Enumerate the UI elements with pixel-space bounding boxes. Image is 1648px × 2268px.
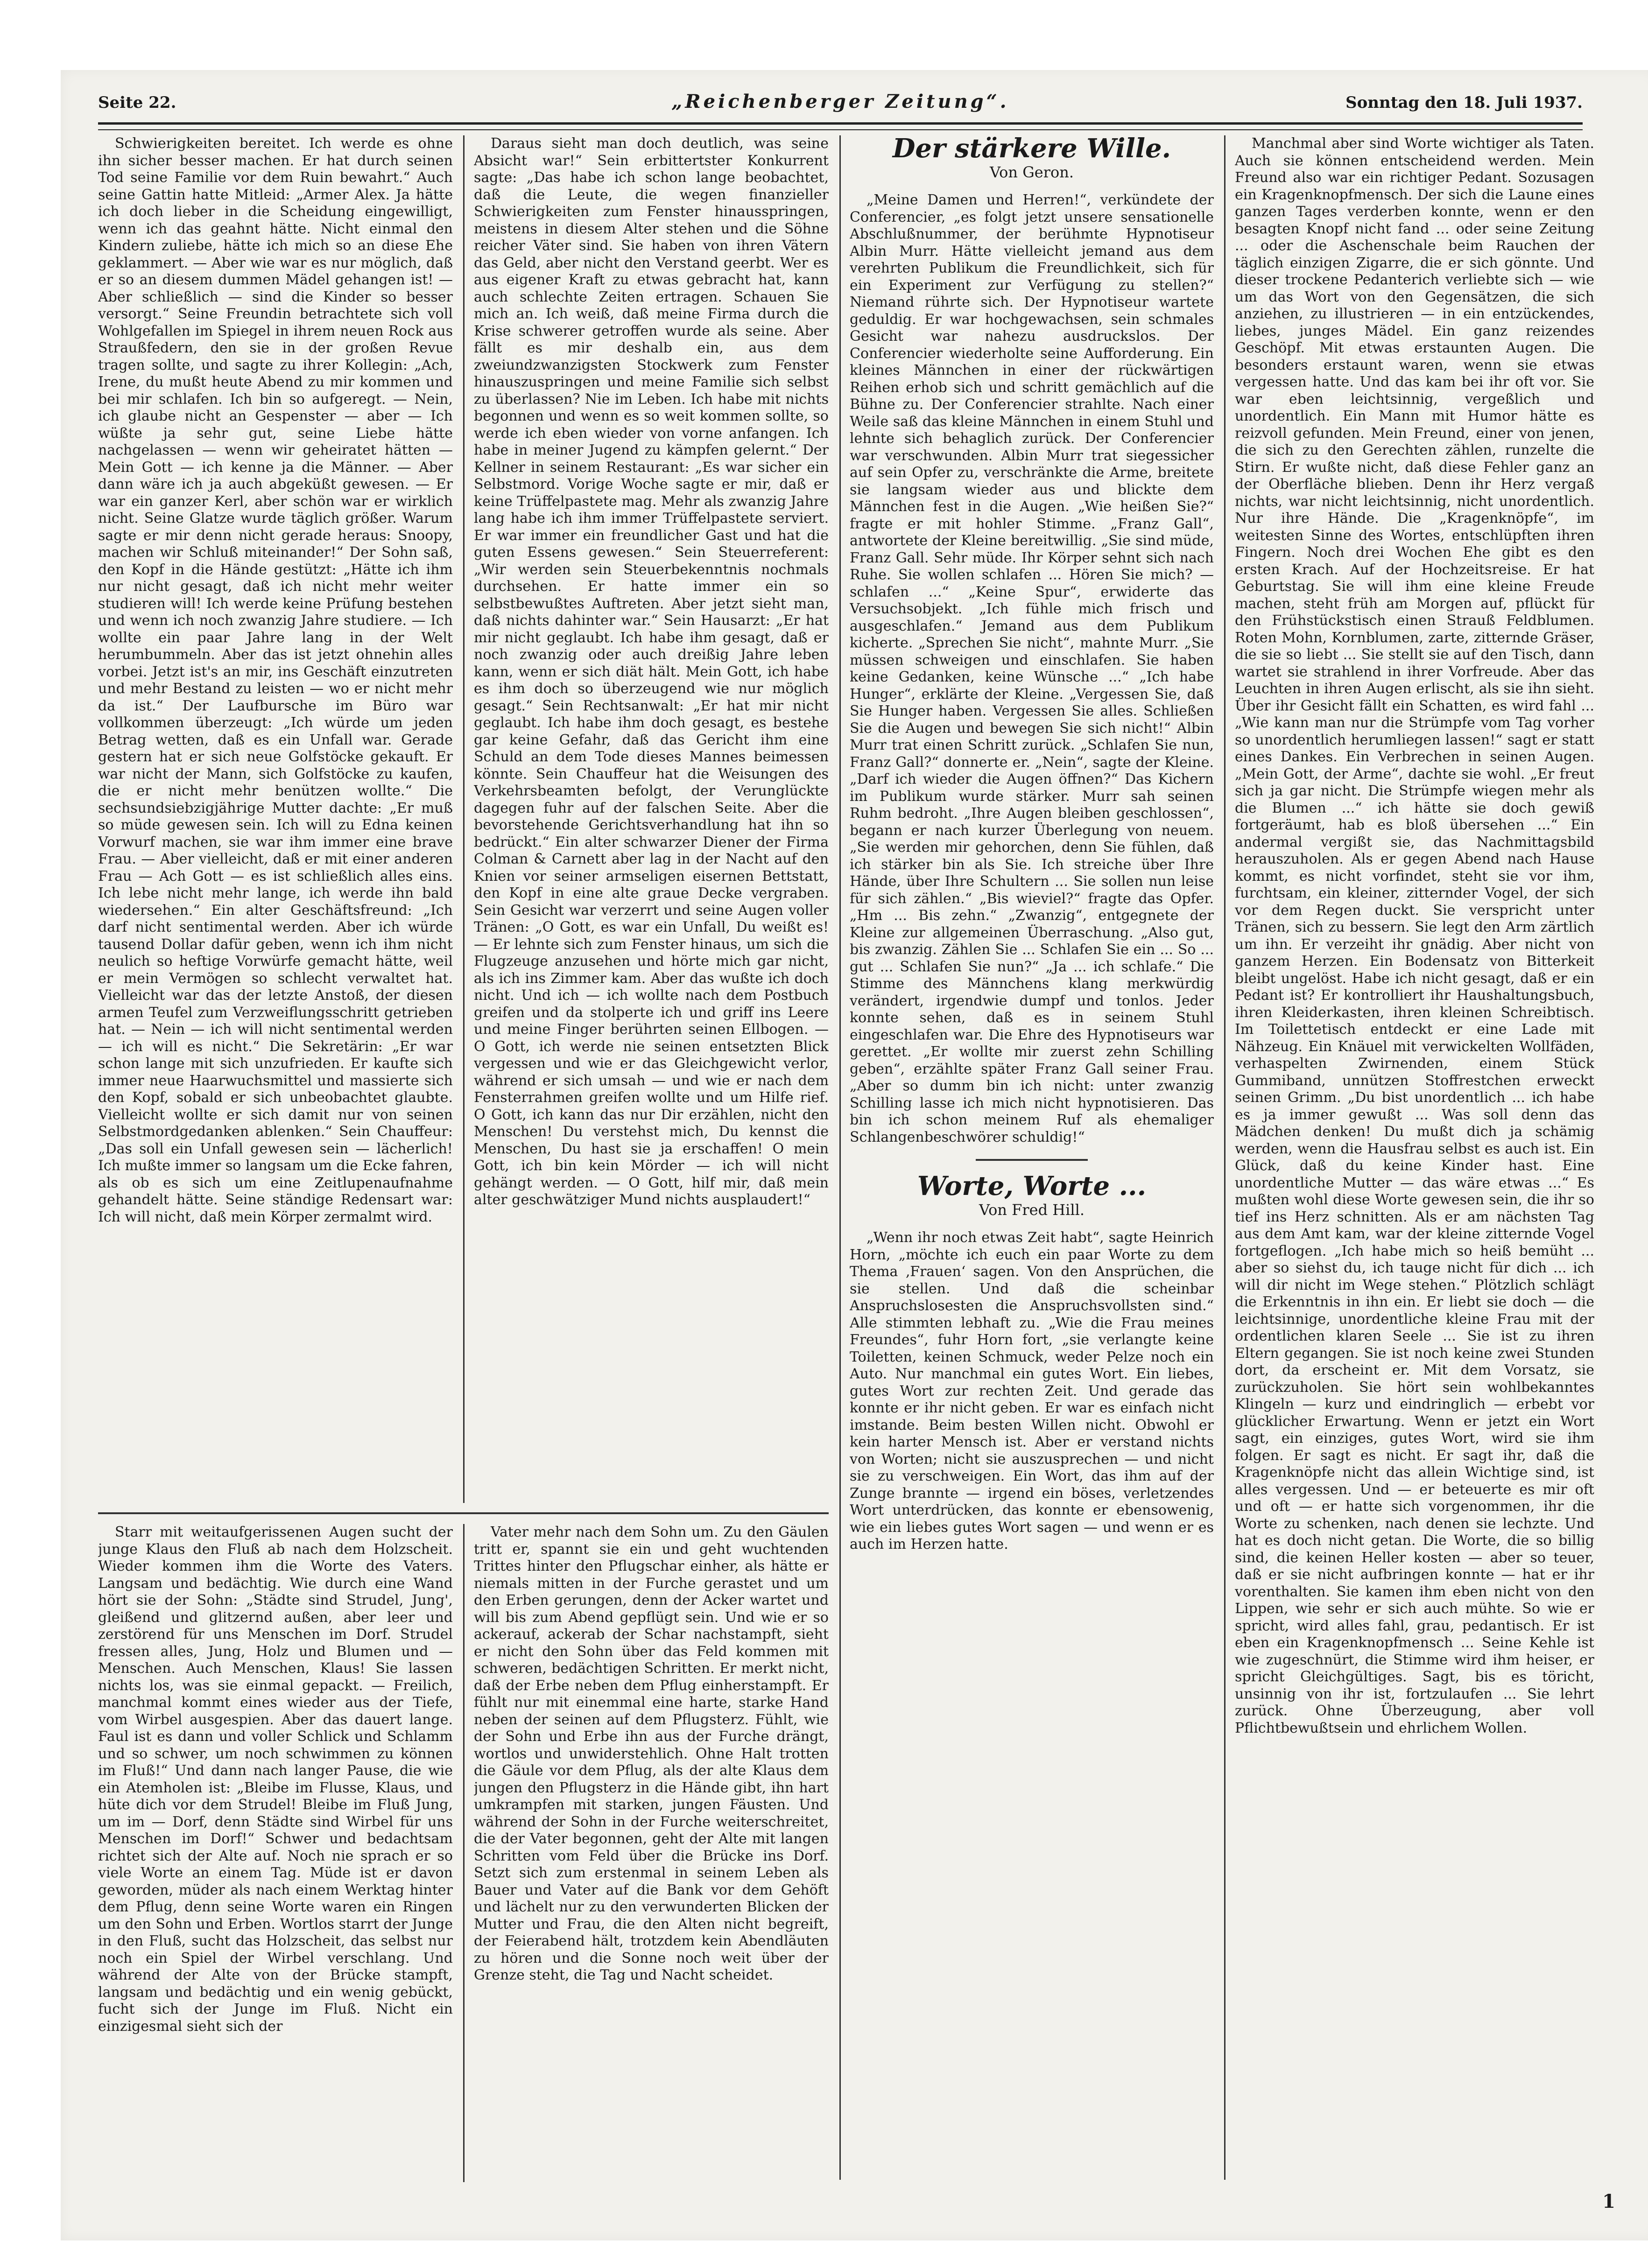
masthead-rule: [98, 122, 1583, 130]
column-1-article-continuation: [98, 135, 453, 1503]
story-text: „Meine Damen und Herren!“, verkündete der Conferencier, „es folgt jetzt unsere sensationelle Abschlußnummer, der berühmte Hypnotiseur Albin Murr. Hätte vielleicht jemand aus dem verehrten Publikum die Freundlichkeit, sich für ein Experiment zur Verfügung zu stellen?“ Niemand rührte sich. Der Hypnotiseur wartete geduldig. Er war hochgewachsen, sein schmales Gesicht war nahezu ausdruckslos. Der Conferencier wiederholte seine Aufforderung. Ein kleines Männchen in einer der rückwärtigen Reihen erhob sich und schritt gemächlich auf die Bühne zu. Der Conferencier strahlte. Nach einer Weile saß das kleine Männchen in einem Stuhl und lehnte sich behaglich zurück. Der Conferencier war verschwunden. Albin Murr trat siegessicher auf sein Opfer zu, verschränkte die Arme, breitete sie langsam wieder aus und blickte dem Männchen fest in die Augen. „Wie heißen Sie?“ fragte er mit hohler Stimme. „Franz Gall“, antwortete der Kleine bereitwillig. „Sie sind müde, Franz Gall. Sehr müde. Ihr Körper sehnt sich nach Ruhe. Sie wollen schlafen ... Hören Sie mich? — schlafen ...“ „Keine Spur“, erwiderte das Versuchsobjekt. „Ich fühle mich frisch und ausgeschlafen.“ Jemand aus dem Publikum kicherte. „Sprechen Sie nicht“, mahnte Murr. „Sie müssen schweigen und einschlafen. Sie haben keine Gedanken, keine Wünsche ...“ „Ich habe Hunger“, erklärte der Kleine. „Vergessen Sie, daß Sie Hunger haben. Vergessen Sie alles. Schließen Sie die Augen und bewegen Sie sich nicht!“ Albin Murr trat einen Schritt zurück. „Schlafen Sie nun, Franz Gall?“ donnerte er. „Nein“, sagte der Kleine. „Darf ich wieder die Augen öffnen?“ Das Kichern im Publikum wurde stärker. Murr sah seinen Ruhm bedroht. „Ihre Augen bleiben geschlossen“, begann er nach kurzer Überlegung von neuem. „Sie werden mir gehorchen, denn Sie fühlen, daß ich stärker bin als Sie. Ich streiche über Ihre Hände, über Ihre Schultern ... Sie sollen nun leise für sich zählen.“ „Bis wieviel?“ fragte das Opfer. „Hm ... Bis zehn.“ „Zwanzig“, entgegnete der Kleine zur allgemeinen Überraschung. „Also gut, bis zwanzig. Zählen Sie ... Schlafen Sie ein ... So ... gut ... Schlafen Sie nun?“ „Ja ... ich schlafe.“ Die Stimme des Männchens klang merkwürdig verändert, irgendwie dumpf und tonlos. Jeder konnte sehen, daß es in seinem Stuhl eingeschlafen war. Die Ehre des Hypnotiseurs war gerettet. „Er wollte mir zuerst zehn Schilling geben“, erzählte später Franz Gall seiner Frau. „Aber so dumm bin ich nicht: unter zwanzig Schilling lasse ich mich nicht hypnotisieren. Das bin ich schon meinem Ruf als ehemaliger Schlangenbeschwörer schuldig!“: [850, 192, 1214, 1145]
page-mark: 1: [1602, 2191, 1615, 2212]
column-3: [850, 135, 1214, 2180]
story-byline-2: Von Fred Hill.: [979, 1201, 1085, 1219]
story-headline-2: Worte, Worte ...: [917, 1171, 1147, 1201]
newspaper-name: „Reichenberger Zeitung“.: [671, 91, 1009, 112]
story-headline: Der stärkere Wille.: [892, 135, 1171, 164]
story-text-2: „Wenn ihr noch etwas Zeit habt“, sagte Heinrich Horn, „möchte ich euch ein paar Worte zu dem Thema ‚Frauen‘ sagen. Von den Ansprüchen, die sie stellen. Und daß die scheinbar Anspruchslosesten die Anspruchsvollsten sind.“ Alle stimmten lebhaft zu. „Wie die Frau meines Freundes“, fuhr Horn fort, „sie verlangte keine Toiletten, keinen Schmuck, weder Pelze noch ein Auto. Nur manchmal ein gutes Wort. Ein liebes, gutes Wort zur rechten Zeit. Und gerade das konnte er ihr nicht geben. Er war es einfach nicht imstande. Beim besten Willen nicht. Obwohl er kein harter Mensch ist. Aber er verstand nichts von Worten; nicht sie auszusprechen — und nicht sie zu verschweigen. Ein Wort, das ihm auf der Zunge brannte — irgend ein böses, verletzendes Wort unterdrücken, das konnte er ebensowenig, wie ein liebes gutes Wort sagen — und wenn er es auch im Herzen hatte.: [850, 1229, 1214, 1552]
column-4-text: Manchmal aber sind Worte wichtiger als Taten. Auch sie können entscheidend werden. Mein Freund also war ein richtiger Pedant. Sozusagen ein Kragenknopfmensch. Der sich die Laune eines ganzen Tages verderben konnte, wenn er den besagten Knopf nicht fand ... oder seine Zeitung ... oder die Aschenschale beim Rauchen der täglich einzigen Zigarre, die er sich gönnte. Und dieser trockene Pedanterich verliebte sich — wie um das Wort von den Gegensätzen, die sich anziehen, zu illustrieren — in ein entzückendes, liebes, junges Mädel. Ein ganz reizendes Geschöpf. Mit etwas erstaunten Augen. Die besonders erstaunt waren, wenn sie etwas vergessen hatte. Und das kam bei ihr oft vor. Sie war eben leichtsinnig, vergeßlich und unordentlich. Ein Mann mit Humor hätte es reizvoll gefunden. Mein Freund, einer von jenen, die sich zu den Gerechten zählen, runzelte die Stirn. Er wußte nicht, daß diese Fehler ganz an der Oberfläche blieben. Denn ihr Herz vergaß nichts, war nicht leichtsinnig, nicht unordentlich. Nur ihre Hände. Die „Kragenknöpfe“, im weitesten Sinne des Wortes, entschlüpften ihren Fingern. Noch drei Wochen Ehe gibt es den ersten Krach. Auf der Hochzeitsreise. Er hat Geburtstag. Sie will ihm eine kleine Freude machen, steht früh am Morgen auf, pflückt für den Frühstückstisch einen Strauß Feldblumen. Roten Mohn, Kornblumen, zarte, zitternde Gräser, die sie so liebt ... Sie stellt sie auf den Tisch, dann wartet sie strahlend in ihrer Vorfreude. Aber das Leuchten in ihren Augen erlischt, als sie ihn sieht. Über ihr Gesicht fällt ein Schatten, es wird fahl ... „Wie kann man nur die Strümpfe vom Tag vorher so unordentlich herumliegen lassen!“ sagt er statt eines Dankes. Ein Verbrechen in seinen Augen. „Mein Gott, der Arme“, dachte sie wohl. „Er freut sich ja gar nicht. Die Strümpfe wiegen mehr als die Blumen ...“ ich hätte sie doch gewiß fortgeräumt, hab es bloß übersehen ...“ Ein andermal vergißt sie, das Nachmittagsbild herauszuholen. Als er gegen Abend nach Hause kommt, es nicht vorfindet, steht sie vor ihm, furchtsam, ein kleiner, zitternder Vogel, der sich vor dem Regen duckt. Sie verspricht unter Tränen, sich zu bessern. Sie legt den Arm zärtlich um ihn. Er verzeiht ihr gnädig. Aber nicht von ganzem Herzen. Ein Bodensatz von Bitterkeit bleibt ungelöst. Habe ich nicht gesagt, daß er ein Pedant ist? Er kontrolliert ihr Haushaltungsbuch, ihren Kleiderkasten, ihren kleinen Schreibtisch. Im Toilettetisch entdeckt er eine Lade mit Nähzeug. Ein Knäuel mit verwickelten Wollfäden, verhaspelten Zwirnenden, einem Stück Gummiband, unnützen Stoffrestchen erweckt seinen Grimm. „Du bist unordentlich ... ich habe es ja immer gewußt ... Was soll denn das Mädchen denken! Du mußt dich ja schämig werden, wenn die Hausfrau selbst es auch ist. Ein Glück, daß du keine Kinder hast. Eine unordentliche Mutter — das wäre etwas ...“ Es mußten wohl diese Worte gewesen sein, die ihr so tief ins Herz schnitten. Als er am nächsten Tag aus dem Amt kam, war der kleine zitternde Vogel fortgeflogen. „Ich habe mich so heiß bemüht ... aber so siehst du, ich tauge nicht für dich ... ich will dir nicht im Wege stehen.“ Plötzlich schlägt die Erkenntnis in ihn ein. Er liebt sie doch — die leichtsinnige, unordentliche kleine Frau mit der ordentlichen klaren Seele ... Sie ist zu ihren Eltern gegangen. Sie ist noch keine zwei Stunden dort, da erscheint er. Mit dem Vorsatz, sie zurückzuholen. Sie hört sein wohlbekanntes Klingeln — kurz und eindringlich — erbebt vor glücklicher Erwartung. Wenn er jetzt ein Wort sagt, ein einziges, gutes Wort, wird sie ihm folgen. Er sagt es nicht. Er sagt ihr, daß die Kragenknöpfe nicht das allein Wichtige sind, ist alles vergessen. Und — er beteuerte es mir oft und oft — er hatte sich vorgenommen, ihr die Worte zu schenken, nach denen sie lechzte. Und hat es doch nicht getan. Die Worte, die so billig sind, die keinen Heller kosten — aber so teuer, daß er sie nicht aufbringen konnte — hat er ihr vorenthalten. Sie kamen ihm eben nicht von den Lippen, wie sehr er sich auch mühte. So wie er spricht, wird alles fahl, grau, pedantisch. Er ist eben ein Kragenknopfmensch ... Seine Kehle ist wie zugeschnürt, die Stimme wird ihm heiser, er spricht Gleichgültiges. Sagt, bis es töricht, unsinnig von ihr ist, fortzulaufen ... Sie lehrt zurück. Ohne Überzeugung, aber voll Pflichtbewußtsein und ehrlichem Wollen.: [1235, 135, 1594, 1736]
masthead: [98, 89, 1583, 121]
column-2-article-continuation: [474, 135, 829, 1503]
column-rule: [1224, 135, 1225, 2180]
column-1-text: Schwierigkeiten bereitet. Ich werde es ohne ihn sicher besser machen. Er hat durch seinen Tod seine Familie vor dem Ruin bewahrt.“ Auch seine Gattin hatte Mitleid: „Armer Alex. Ja hätte ich doch lieber in die Scheidung eingewilligt, wenn ich das geahnt hätte. Nicht einmal den Kindern zuliebe, hätte ich mich so an diese Ehe geklammert. — Aber wie war es nur möglich, daß er so an diesem dummen Mädel gehangen ist! — Aber schließlich — sind die Kinder so besser versorgt.“ Seine Freundin betrachtete sich voll Wohlgefallen im Spiegel in ihrem neuen Rock aus Straußfedern, den sie in der großen Revue tragen sollte, und sagte zu ihrer Kollegin: „Ach, Irene, du mußt heute Abend zu mir kommen und bei mir schlafen. Ich bin so aufgeregt. — Nein, ich glaube nicht an Gespenster — aber — Ich wüßte ja sehr gut, seine Liebe hätte nachgelassen — wenn wir geheiratet hätten — Mein Gott — ich kenne ja die Männer. — Aber dann wäre ich ja auch abgeküßt gewesen. — Er war ein ganzer Kerl, aber schön war er wirklich nicht. Seine Glatze wurde täglich größer. Warum sagte er mir denn nicht gerade heraus: Snoopy, machen wir Schluß miteinander!“ Der Sohn saß, den Kopf in die Hände gestützt: „Hätte ich ihm nur nicht gesagt, daß ich nicht mehr weiter studieren will! Ich werde keine Prüfung bestehen und wenn ich noch zwanzig Jahre studiere. — Ich wollte ein paar Jahre lang in der Welt herumbummeln. Aber das ist jetzt ohnehin alles vorbei. Jetzt ist's an mir, ins Geschäft einzutreten und mehr Bestand zu leisten — wo er nicht mehr da ist.“ Der Laufbursche im Büro war vollkommen überzeugt: „Ich würde um jeden Betrag wetten, daß es ein Unfall war. Gerade gestern hat er sich neue Golfstöcke gekauft. Er war nicht der Mann, sich Golfstöcke zu kaufen, die er nicht mehr benützen wollte.“ Die sechsundsiebzigjährige Mutter dachte: „Er muß so müde gewesen sein. Ich will zu Edna keinen Vorwurf machen, sie war ihm immer eine brave Frau. — Aber vielleicht, daß er mit einer anderen Frau — Ach Gott — es ist schließlich alles eins. Ich lebe nicht mehr lange, ich werde ihn bald wiedersehen.“ Ein alter Geschäftsfreund: „Ich darf nicht sentimental werden. Aber ich würde tausend Dollar dafür geben, wenn ich ihm nicht neulich so heftige Vorwürfe gemacht hätte, weil er mein Vermögen so schlecht verwaltet hat. Vielleicht war das der letzte Anstoß, der diesen armen Teufel zum Verzweiflungsschritt getrieben hat. — Nein — ich will nicht sentimental werden — ich will es nicht.“ Die Sekretärin: „Er war schon lange mit sich unzufrieden. Er kaufte sich immer neue Haarwuchsmittel und massierte sich den Kopf, sobald er sich unbeobachtet glaubte. Vielleicht wollte er sich damit nur von seinen Selbstmordgedanken ablenken.“ Sein Chauffeur: „Das soll ein Unfall gewesen sein — lächerlich! Ich mußte immer so langsam um die Ecke fahren, als ob es sich um eine Zeitlupenaufnahme gehandelt hätte. Seine ständige Redensart war: Ich will nicht, daß mein Körper zermalmt wird.: [98, 135, 453, 1225]
column-rule: [463, 1524, 465, 2182]
page-label: Seite 22.: [98, 93, 176, 112]
newspaper-page: [61, 70, 1648, 2240]
section-rule: [98, 1512, 829, 1514]
lower-right-text-block: [474, 1524, 829, 2182]
story-byline: Von Geron.: [989, 163, 1074, 181]
lower-left-text: Starr mit weitaufgerissenen Augen sucht der junge Klaus den Fluß ab nach dem Holzscheit. Wieder kommen ihm die Worte des Vaters. Langsam und bedächtig. Wie durch eine Wand hört sie der Sohn: „Städte sind Strudel, Jung', gleißend und glitzernd außen, aber leer und zerstörend für uns Menschen im Dorf. Strudel fressen alles, Jung, Holz und Blumen und — Menschen. Auch Menschen, Klaus! Sie lassen nichts los, was sie einmal gepackt. — Freilich, manchmal kommt eines wieder aus der Tiefe, vom Wirbel ausgespien. Aber das dauert lange. Faul ist es dann und voller Schlick und Schlamm und so schwer, um noch schwimmen zu können im Fluß!“ Und dann nach langer Pause, die wie ein Atemholen ist: „Bleibe im Flusse, Klaus, und hüte dich vor dem Strudel! Bleibe im Fluß Jung, um im — Dorf, denn Städte sind Wirbel für uns Menschen im Dorf!“ Schwer und bedachtsam richtet sich der Alte auf. Noch nie sprach er so viele Worte an einem Tag. Müde ist er davon geworden, müder als nach einem Werktag hinter dem Pflug, denn seine Worte waren ein Ringen um den Sohn und Erben. Wortlos starrt der Junge in den Fluß, sucht das Holzscheit, das selbst nur noch ein Spiel der Wirbel verschlang. Und während der Alte von der Brücke stampft, langsam und bedächtig und ein wenig gebückt, fucht sich der Junge im Fluß. Nicht ein einzigesmal sieht sich der: [98, 1524, 453, 2035]
column-4: [1235, 135, 1594, 2180]
lower-right-text: Vater mehr nach dem Sohn um. Zu den Gäulen tritt er, spannt sie ein und geht wuchtenden Trittes hinter den Pflugschar einher, als hätte er niemals mitten in der Furche gerastet und um den Erben gerungen, denn der Acker wartet und will bis zum Abend gepflügt sein. Und wie er so ackerauf, ackerab der Schar nachstampft, sieht er nicht den Sohn über das Feld kommen mit schweren, bedächtigen Schritten. Er merkt nicht, daß der Erbe neben dem Pflug einherstampft. Er fühlt nur mit einemmal eine harte, starke Hand neben der seinen auf dem Pflugsterz. Fühlt, wie der Sohn und Erbe ihn aus der Furche drängt, wortlos und unwiderstehlich. Ohne Halt trotten die Gäule vor dem Pflug, als der alte Klaus dem jungen den Pflugsterz in die Hände gibt, ihn hart umkrampfen mit starken, jungen Fäusten. Und während der Sohn in der Furche weiterschreitet, die der Vater begonnen, geht der Alte mit langen Schritten vom Feld über die Brücke ins Dorf. Setzt sich zum erstenmal in seinem Leben als Bauer und Vater auf die Bank vor dem Gehöft und lächelt nur zu den verwunderten Blicken der Mutter und Frau, die den Alten nicht begreift, der Feierabend hält, trotzdem kein Abendläuten zu hören und die Sonne noch weit über der Grenze steht, die Tag und Nacht scheidet.: [474, 1524, 829, 1983]
column-2-text: Daraus sieht man doch deutlich, was seine Absicht war!“ Sein erbittertster Konkurrent sagte: „Das habe ich schon lange beobachtet, daß die Leute, die wegen finanzieller Schwierigkeiten zum Fenster hinausspringen, meistens in diesem Alter stehen und die Söhne reicher Väter sind. Sie haben von ihren Vätern das Geld, aber nicht den Verstand geerbt. Wer es aus eigener Kraft zu etwas gebracht hat, kann auch schlechte Zeiten ertragen. Schauen Sie mich an. Ich weiß, daß meine Firma durch die Krise schwerer getroffen wurde als seine. Aber fällt es mir deshalb ein, aus dem zweiundzwanzigsten Stockwerk zum Fenster hinauszuspringen und meine Familie sich selbst zu überlassen? Nie im Leben. Ich habe mit nichts begonnen und wenn es so weit kommen sollte, so werde ich eben wieder von vorne anfangen. Ich habe in meiner Jugend zu kämpfen gelernt.“ Der Kellner in seinem Restaurant: „Es war sicher ein Selbstmord. Vorige Woche sagte er mir, daß er keine Trüffelpastete mag. Mehr als zwanzig Jahre lang habe ich ihm immer Trüffelpastete serviert. Er war immer ein freundlicher Gast und hat die guten Essens gewesen.“ Sein Steuerreferent: „Wir werden sein Steuerbekenntnis nochmals durchsehen. Er hatte immer ein so selbstbewußtes Auftreten. Aber jetzt sieht man, daß nichts dahinter war.“ Sein Hausarzt: „Er hat mir nicht geglaubt. Ich habe ihm gesagt, daß er noch zwanzig oder auch dreißig Jahre leben kann, wenn er sich diät hält. Mein Gott, ich habe es ihm doch so überzeugend wie nur möglich gesagt.“ Sein Rechtsanwalt: „Er hat mir nicht geglaubt. Ich habe ihm doch gesagt, es bestehe gar keine Gefahr, daß das Gericht ihm eine Schuld an dem Tode dieses Mannes beimessen könnte. Sein Chauffeur hat die Weisungen des Verkehrsbeamten befolgt, der Verunglückte dagegen fuhr auf der falschen Seite. Aber die bevorstehende Gerichtsverhandlung hat ihn so bedrückt.“ Ein alter schwarzer Diener der Firma Colman & Carnett aber lag in der Nacht auf den Knien vor seiner armseligen eisernen Bettstatt, den Kopf in eine alte graue Decke vergraben. Sein Gesicht war verzerrt und seine Augen voller Tränen: „O Gott, es war ein Unfall, Du weißt es! — Er lehnte sich zum Fenster hinaus, um sich die Flugzeuge anzusehen und hörte mich gar nicht, als ich ins Zimmer kam. Aber das wußte ich doch nicht. Und ich — ich wollte nach dem Postbuch greifen und da stolperte ich und griff ins Leere und meine Finger berührten seinen Ellbogen. — O Gott, ich werde nie seinen entsetzten Blick vergessen und wie er das Gleichgewicht verlor, während er sich umsah — und wie er nach dem Fensterrahmen greifen wollte und um Hilfe rief. O Gott, ich kann das nur Dir erzählen, nicht den Menschen! Du verstehst mich, Du kennst die Menschen, Du hast sie ja erschaffen! O mein Gott, ich bin kein Mörder — ich will nicht gehängt werden. — O Gott, hilf mir, daß mein alter geschwätziger Mund nichts ausplaudert!“: [474, 135, 829, 1208]
story-divider: [976, 1159, 1088, 1161]
issue-date: Sonntag den 18. Juli 1937.: [1345, 93, 1583, 112]
lower-left-text-block: [98, 1524, 453, 2182]
column-rule: [463, 135, 465, 1503]
column-rule: [839, 135, 841, 2180]
